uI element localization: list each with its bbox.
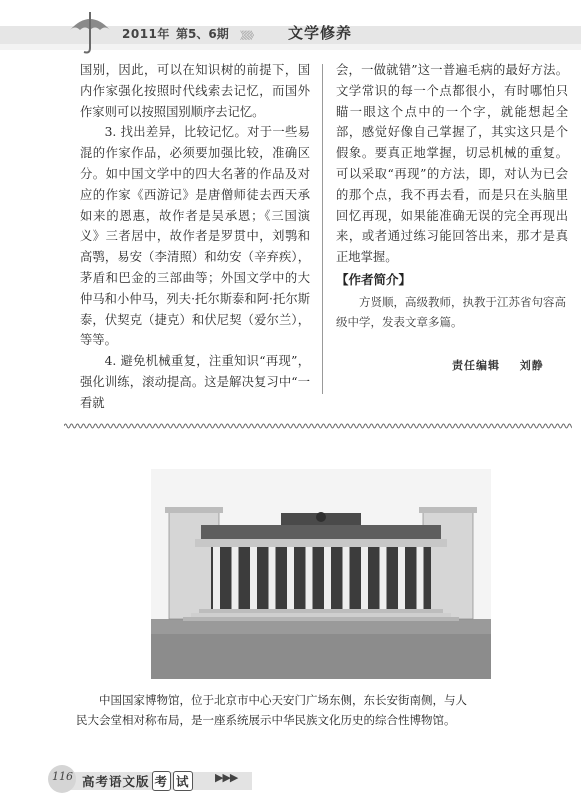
magazine-boxed-char-2: 试: [173, 771, 193, 791]
footer-arrows: ▶▶▶: [215, 771, 238, 784]
museum-column: [250, 547, 257, 609]
museum-column: [343, 547, 350, 609]
caption-line-1: 中国国家博物馆，位于北京市中心天安门广场东侧，东长安街南侧，与人: [99, 693, 467, 707]
museum-column: [269, 547, 276, 609]
museum-column: [417, 547, 424, 609]
left-column: [80, 60, 310, 414]
museum-column: [287, 547, 294, 609]
museum-column: [361, 547, 368, 609]
museum-column: [324, 547, 331, 609]
author-bio: 方贤顺，高级教师，执教于江苏省句容高级中学，发表文章多篇。: [336, 295, 566, 329]
right-paragraph-1: 会，一做就错”这一普遍毛病的最好方法。文学常识的每一个点都很小，有时哪怕只瞄一眼这个点中的一个字，就能想起全部，感觉好像自己掌握了，其实这只是个假象。要真正地掌握，切忌机械的重复。可以采取“再现”的方法，即，对认为已会的那个点，我不再去看，而是只在头脑里回忆再现，如果能准确无误的完全再现出来，或者通过练习能回答出来，那才是真正地掌握。: [336, 63, 568, 265]
magazine-boxed-char-1: 考: [152, 771, 172, 791]
wavy-divider: [64, 421, 572, 431]
magazine-name: [82, 771, 193, 791]
header-issue: 第5、6期: [176, 27, 229, 41]
right-column: [336, 60, 568, 268]
caption-line-2: 民大会堂相对称布局，是一座系统展示中华民族文化历史的综合性博物馆。: [76, 713, 456, 727]
photo-caption: [76, 690, 562, 730]
magazine-title: 高考语文版: [82, 774, 150, 789]
left-paragraph-2: 3. 找出差异，比较记忆。对于一些易混的作家作品，必须要加强比较，准确区分。如中国文学中的四大名著的作品及对应的作家《西游记》是唐僧师徒去西天承如来的恩惠，故作者是吴承恩；《三国演义》三者居中，故作者是罗贯中，刘鹗和高鹗，易安（李清照）和幼安（辛弃疾），茅盾和巴金的三部曲等；外国文学中的大仲马和小仲马，列夫·托尔斯泰和阿·托尔斯泰，伏契克（捷克）和伏尼契（爱尔兰），等等。: [80, 125, 310, 348]
author-heading: 【作者简介】: [336, 272, 412, 287]
umbrella-icon: [68, 8, 112, 56]
column-divider: [322, 64, 323, 394]
left-paragraph-1: 国别，因此，可以在知识树的前提下，国内作家强化按照时代线索去记忆，而国外作家则可以按照国别顺序去记忆。: [80, 63, 310, 119]
left-paragraph-3: 4. 避免机械重复，注重知识“再现”，强化训练，滚动提高。这是解决复习中“一看就: [80, 354, 310, 410]
museum-column: [213, 547, 220, 609]
museum-photo: [151, 469, 491, 679]
museum-column: [306, 547, 313, 609]
editor-name: 刘静: [519, 359, 544, 372]
editor-label: 责任编辑: [452, 359, 500, 372]
editor-credit: [452, 357, 544, 373]
header-column-title: 文学修养: [288, 24, 353, 42]
museum-column: [380, 547, 387, 609]
page-number: 116: [52, 770, 73, 783]
header-year: 2011年: [122, 27, 170, 41]
museum-column: [398, 547, 405, 609]
museum-column: [232, 547, 239, 609]
header-arrows: 》》》》: [240, 31, 257, 42]
